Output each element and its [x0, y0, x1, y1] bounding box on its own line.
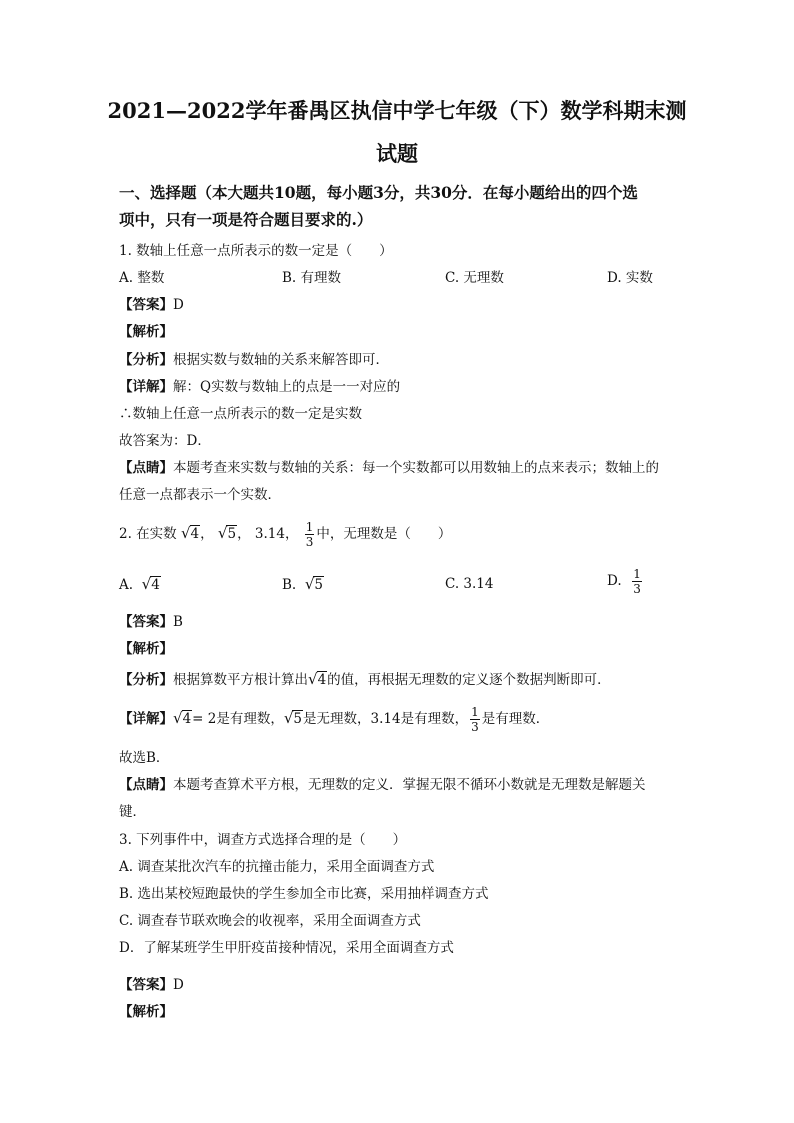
q1-dianjing-line1 — [119, 459, 659, 477]
fenxi-label: 【分析】 — [119, 352, 173, 368]
answer-value: D — [173, 977, 184, 993]
q1-dianjing-line2: 任意一点都表示一个实数． — [119, 487, 281, 503]
q1-stem: 1. 数轴上任意一点所表示的数一定是（ ） — [119, 243, 393, 259]
section-heading-line1: 一、选择题（本大题共10题，每小题3分，共30分．在每小题给出的四个选 — [119, 183, 638, 202]
q2-fenxi: 【分析】根据算数平方根计算出√4的值，再根据无理数的定义逐个数据判断即可． — [119, 670, 611, 688]
sqrt5-expr: √5 — [217, 524, 237, 542]
answer-value: D — [173, 297, 184, 313]
q3-option-a: A. 调查某批次汽车的抗撞击能力，采用全面调查方式 — [119, 859, 435, 875]
q3-option-b: B. 选出某校短跑最快的学生参加全市比赛，采用抽样调查方式 — [119, 886, 489, 902]
q2-stem: 2. 在实数 √4， √5， 3.14， $\frac{1}{3}$ 中，无理数是（ ） — [119, 520, 452, 549]
q2-stem-prefix: 2. 在实数 — [119, 526, 177, 542]
page-title-line1: 2021—2022学年番禺区执信中学七年级（下）数学科期末测 — [107, 98, 687, 123]
q1-option-c: C. 无理数 — [445, 270, 504, 286]
q3-stem: 3. 下列事件中，调查方式选择合理的是（ ） — [119, 832, 407, 848]
answer-label: 【答案】 — [119, 977, 173, 993]
q2-option-d: D. $\frac{1}{3}$ — [607, 567, 641, 596]
q1-analysis-label: 【解析】 — [119, 324, 173, 340]
q2-analysis-label: 【解析】 — [119, 641, 173, 657]
answer-label: 【答案】 — [119, 614, 173, 630]
q1-option-a: A. 整数 — [119, 270, 165, 286]
answer-value: B — [173, 614, 183, 630]
q3-analysis-label: 【解析】 — [119, 1004, 173, 1020]
q2-option-b: B. √5 — [282, 575, 323, 593]
dianjing-text: 本题考查来实数与数轴的关系：每一个实数都可以用数轴上的点来表示；数轴上的 — [173, 460, 659, 476]
q2-conclusion: 故选B． — [119, 750, 170, 766]
q2-answer — [119, 613, 183, 631]
q2-num-314: 3.14 — [254, 526, 285, 542]
q1-option-d: D. 实数 — [607, 270, 653, 286]
fraction-one-third: $\frac{1}{3}$ — [305, 520, 314, 549]
page-title-line2: 试题 — [376, 141, 418, 166]
section-heading-line2: 项中，只有一项是符合题目要求的.） — [119, 210, 373, 229]
q1-fenxi — [119, 351, 389, 369]
q3-answer — [119, 976, 184, 994]
answer-label: 【答案】 — [119, 297, 173, 313]
xiangjie-label: 【详解】 — [119, 379, 173, 395]
q1-therefore: ∴数轴上任意一点所表示的数一定是实数 — [119, 406, 362, 422]
q3-option-d: D．了解某班学生甲肝疫苗接种情况，采用全面调查方式 — [119, 940, 454, 956]
dianjing-label: 【点睛】 — [119, 460, 173, 476]
q2-option-c: C. 3.14 — [445, 576, 494, 592]
q1-answer — [119, 296, 184, 314]
xiangjie-text: 解：Q实数与数轴上的点是一一对应的 — [173, 379, 401, 395]
q3-option-c: C. 调查春节联欢晚会的收视率，采用全面调查方式 — [119, 913, 421, 929]
q1-option-b: B. 有理数 — [282, 270, 342, 286]
q1-conclusion: 故答案为：D． — [119, 433, 211, 449]
q1-xiangjie — [119, 378, 400, 396]
q2-stem-suffix: 中，无理数是（ ） — [316, 526, 452, 542]
q2-xiangjie: 【详解】√4= 2是有理数，√5是无理数，3.14是有理数， $\frac{1}{3}$ 是有理数． — [119, 705, 550, 734]
q2-dianjing-line2: 键． — [119, 804, 146, 820]
fenxi-text: 根据实数与数轴的关系来解答即可． — [173, 352, 389, 368]
q2-dianjing-line1: 【点睛】本题考查算术平方根，无理数的定义．掌握无限不循环小数就是无理数是解题关 — [119, 777, 646, 793]
sqrt4-expr: √4 — [180, 524, 200, 542]
q2-option-a: A. √4 — [119, 575, 160, 593]
